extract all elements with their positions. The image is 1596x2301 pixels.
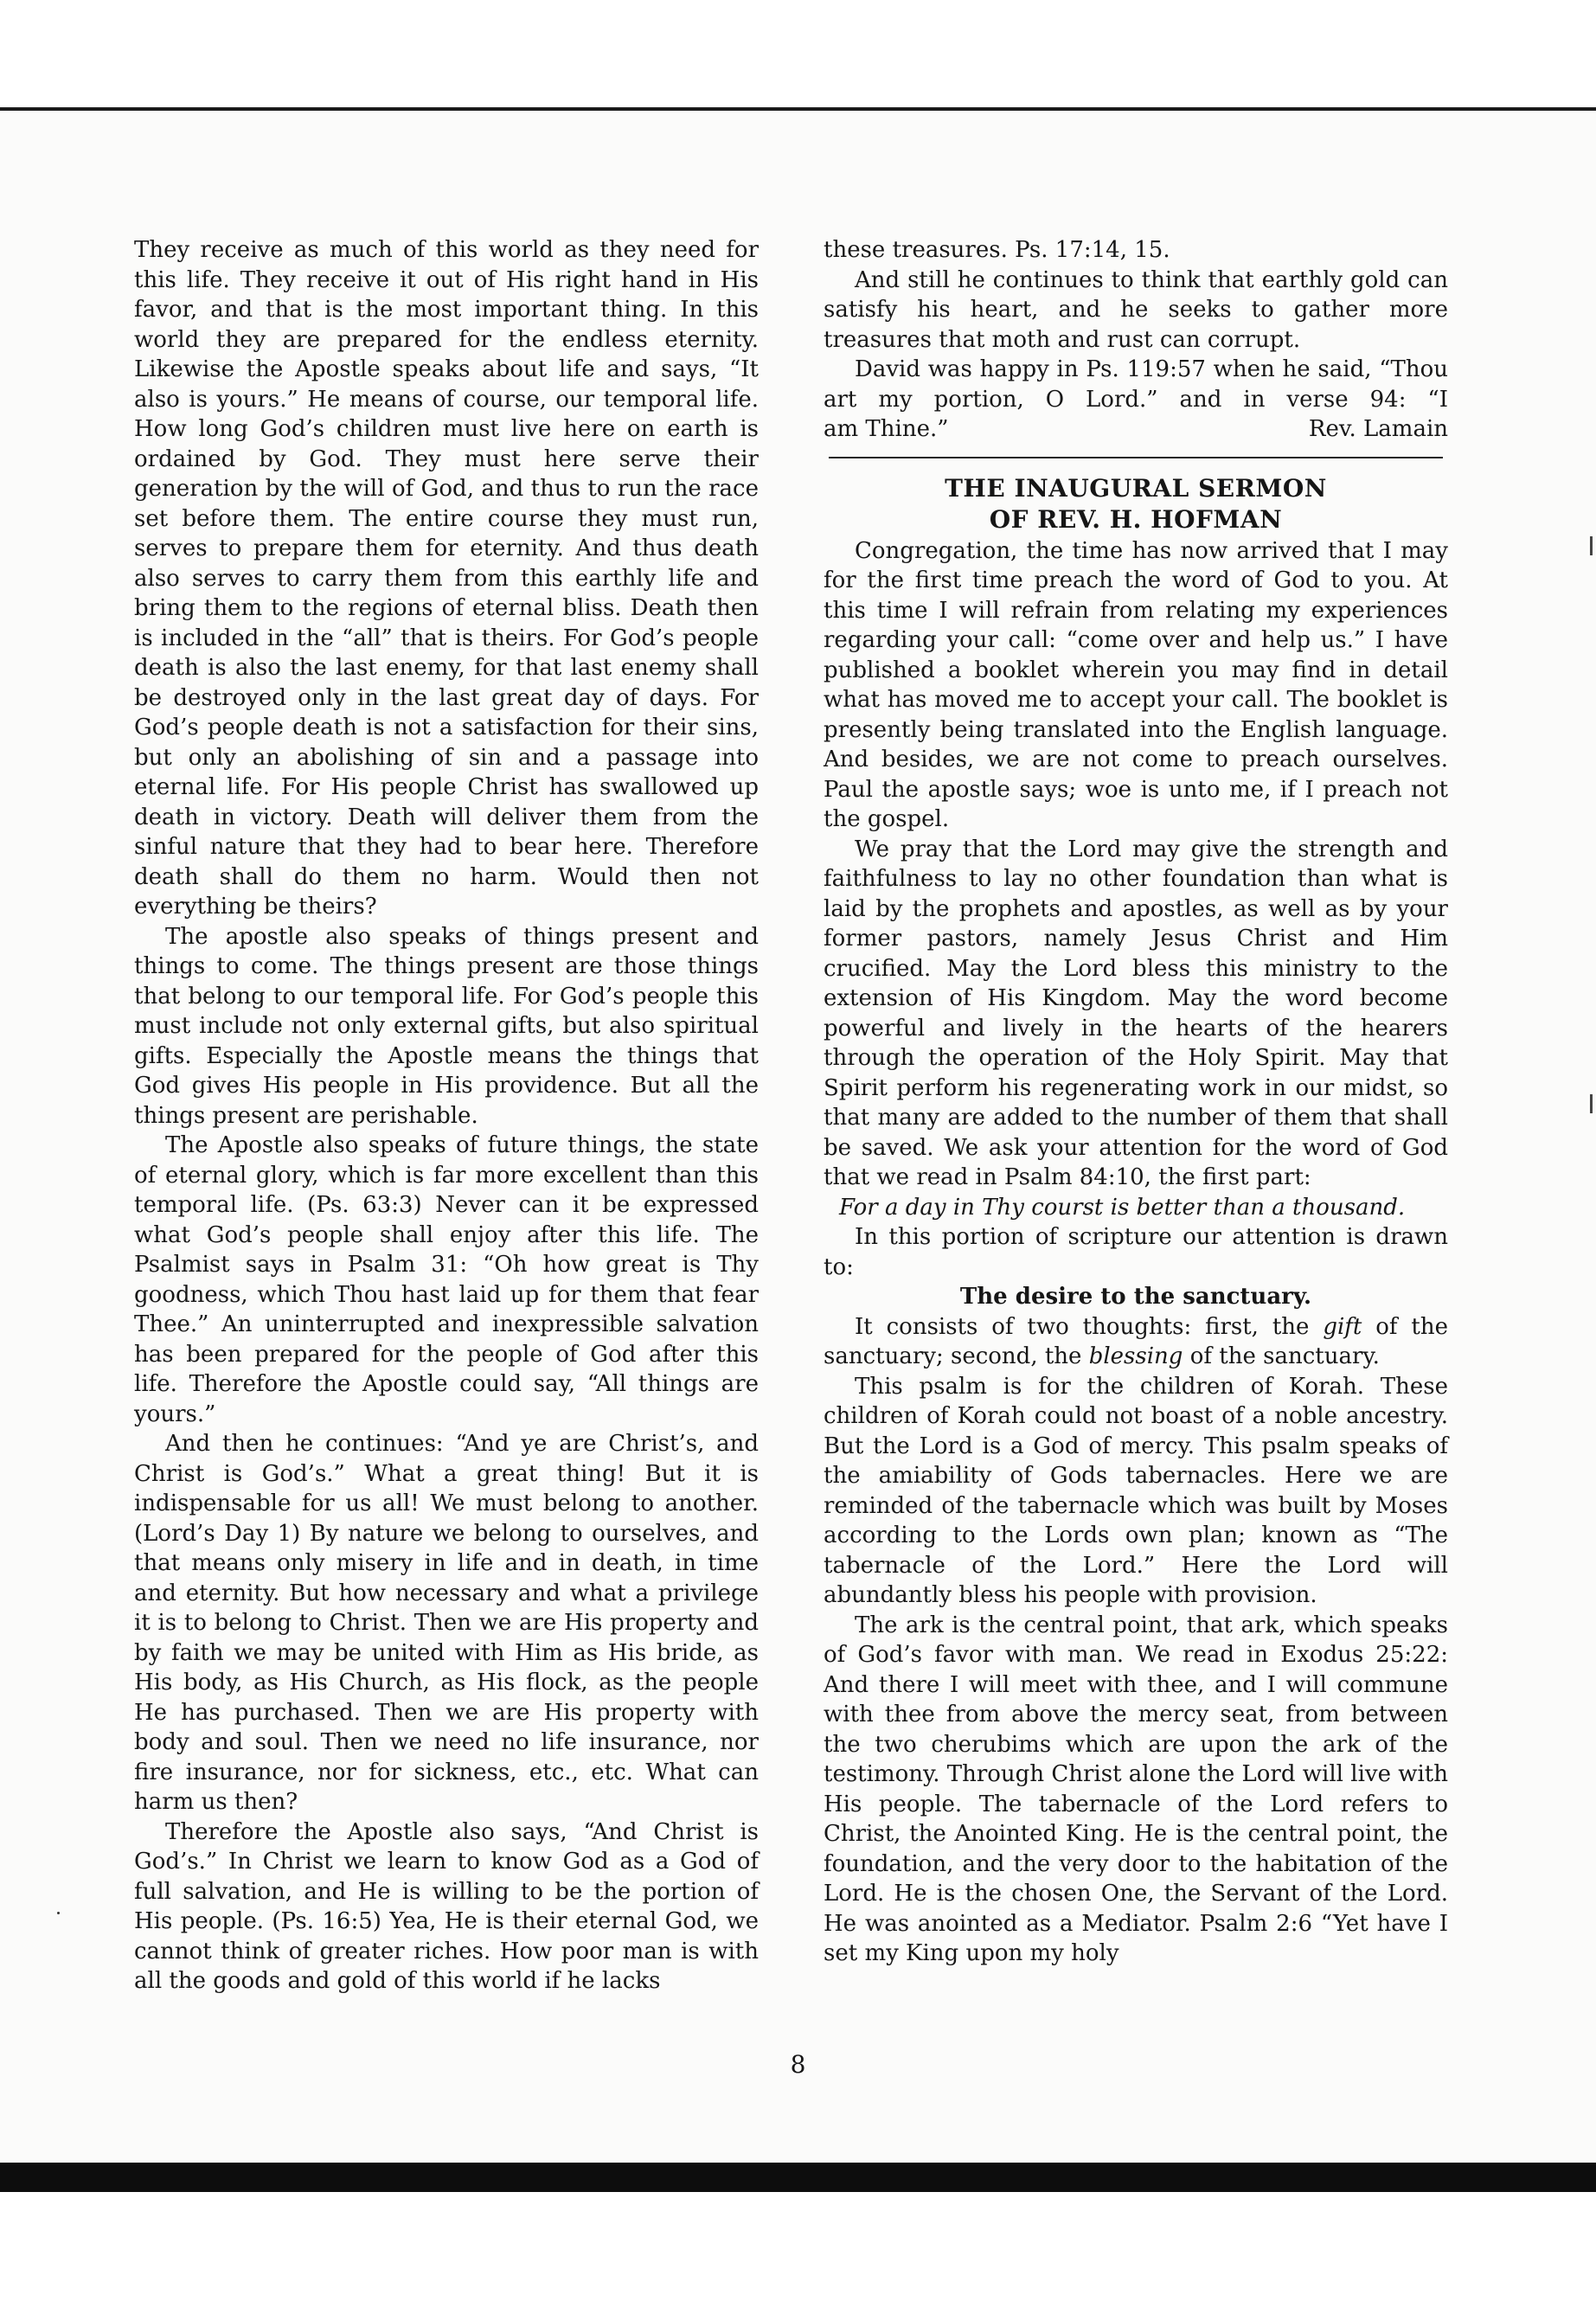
scan-top-edge xyxy=(0,107,1596,111)
thoughts-text-c: of the sanctuary. xyxy=(1189,1343,1380,1369)
left-paragraph-2: The apostle also speaks of things present and things to come. The things present are those things that belong to our temporal life. For God’s people this must include not only external gifts, but also spiritual gifts. Especially the Apostle means the things that God gives His people in His providence. But all the things present are perishable. xyxy=(134,923,759,1129)
thoughts-gift-emphasis: gift xyxy=(1323,1313,1362,1340)
right-paragraph-korah: This psalm is for the children of Korah. These children of Korah could not boast of a noble ancestry. But the Lord is a God of mercy. This psalm speaks of the amiability of Gods tabernacles. Here we are reminded of the tabernacle which was built by Moses according to the Lords own plan; known as “The tabernacle of the Lord.” Here the Lord will abundantly bless his people with provision. xyxy=(824,1373,1448,1608)
scan-speck xyxy=(57,1912,60,1914)
page-number: 8 xyxy=(790,2050,806,2079)
right-paragraph-gold: And still he continues to think that earthly gold can satisfy his heart, and he seeks to gather more treasures that moth and rust can corrupt. xyxy=(824,266,1448,353)
sermon-theme-heading: The desire to the sanctuary. xyxy=(959,1284,1312,1310)
section-divider xyxy=(829,457,1443,458)
thoughts-text-b: of the sanctuary; second, the xyxy=(824,1313,1449,1369)
sermon-title-line-2: OF REV. H. HOFMAN xyxy=(989,504,1283,534)
scripture-text: For a day in Thy courst is better than a thousand. xyxy=(839,1194,1406,1221)
left-paragraph-3: The Apostle also speaks of future things, the state of eternal glory, which is far more excellent than this temporal life. (Ps. 63:3) Never can it be expressed what God’s people shall enjoy after this life. The Psalmist says in Psalm 31: “Oh how great is Thy goodness, which Thou hast laid up for them that fear Thee.” An uninterrupted and inexpressible salvation has been prepared for the people of God after this life. Therefore the Apostle could say, “All things are yours.” xyxy=(134,1132,759,1427)
left-column xyxy=(134,235,759,1997)
sermon-title-line-1: THE INAUGURAL SERMON xyxy=(945,473,1327,503)
right-paragraph-congregation: Congregation, the time has now arrived that I may for the first time preach the word of God to you. At this time I will refrain from relating my experiences regarding your call: “come over and help us.” I have published a booklet wherein you may find in detail what has moved me to accept your call. The booklet is presently being translated into the English language. And besides, we are not come to preach ourselves. Paul the apostle says; woe is unto me, if I preach not the gospel. xyxy=(824,537,1448,832)
left-paragraph-5: Therefore the Apostle also says, “And Christ is God’s.” In Christ we learn to know God as a God of full salvation, and He is willing to be the portion of His people. (Ps. 16:5) Yea, He is their eternal God, we cannot think of greater riches. How poor man is with all the goods and gold of this world if he lacks xyxy=(134,1818,759,1994)
right-paragraph-ark: The ark is the central point, that ark, which speaks of God’s favor with man. We read in Exodus 25:22: And there I will meet with thee, and I will commune with thee from above the mercy seat, from between the two cherubims which are upon the ark of the testimony. Through Christ alone the Lord will live with His people. The tabernacle of the Lord refers to Christ, the Anointed King. He is the central point, the foundation, and the very door to the habitation of the Lord. He is the chosen One, the Servant of the Lord. He was anointed as a Mediator. Psalm 2:6 “Yet have I set my King upon my holy xyxy=(824,1612,1448,1966)
right-paragraph-david: David was happy in Ps. 119:57 when he said, “Thou art my portion, O Lord.” and in verse 94: “I xyxy=(824,356,1448,413)
thoughts-blessing-emphasis: blessing xyxy=(1088,1343,1183,1369)
left-paragraph-1: They receive as much of this world as they need for this life. They receive it out of His right hand in His favor, and that is the most important thing. In this world they are prepared for the endless eternity. Likewise the Apostle speaks about life and says, “It also is yours.” He means of course, our temporal life. How long God’s children must live here on earth is ordained by God. They must here serve their generation by the will of God, and thus to run the race set before them. The entire course they must run, serves to prepare them for eternity. And thus death also serves to carry them from this earthly life and bring them to the regions of eternal bliss. Death then is included in the “all” that is theirs. For God’s people death is also the last enemy, for that last enemy shall be destroyed only in the last great day of days. For God’s people death is not a satisfaction for their sins, but only an abolishing of sin and a passage into eternal life. For His people Christ has swallowed up death in victory. Death will deliver them from the sinful nature that they had to bear here. Therefore death shall do them no harm. Would then not everything be theirs? xyxy=(134,237,759,920)
right-column xyxy=(824,235,1448,1969)
left-paragraph-4: And then he continues: “And ye are Christ’s, and Christ is God’s.” What a great thing! But it is indispensable for us all! We must belong to another. (Lord’s Day 1) By nature we belong to ourselves, and that means only misery in life and in death, in time and eternity. But how necessary and what a privilege it is to belong to Christ. Then we are His property and by faith we may be united with Him as His bride, as His body, as His Church, as His flock, as the people He has purchased. Then we are His property with body and soul. Then we need no life insurance, nor fire insurance, nor for sickness, etc., etc. What can harm us then? xyxy=(134,1431,759,1815)
right-paragraph-david-end: am Thine.” xyxy=(824,416,949,442)
signoff-row xyxy=(824,414,1448,445)
scan-bottom-edge xyxy=(0,2163,1596,2192)
scan-margin-mark xyxy=(1590,536,1593,555)
right-paragraph-portion: In this portion of scripture our attention is drawn to: xyxy=(824,1224,1448,1280)
right-paragraph-thoughts xyxy=(824,1312,1448,1372)
right-paragraph-pray: We pray that the Lord may give the strength and faithfulness to lay no other foundation than what is laid by the prophets and apostles, as well as by your former pastors, namely Jesus Christ and Him crucified. May the Lord bless this ministry to the extension of His Kingdom. May the word become powerful and lively in the hearts of the hearers through the operation of the Holy Spirit. May that Spirit perform his regenerating work in our midst, so that many are added to the number of them that shall be saved. We ask your attention for the word of God that we read in Psalm 84:10, the first part: xyxy=(824,836,1448,1190)
continuation-line: these treasures. Ps. 17:14, 15. xyxy=(824,237,1170,263)
thoughts-text-a: It consists of two thoughts: first, the xyxy=(855,1313,1310,1340)
scan-margin-mark xyxy=(1590,1094,1593,1113)
author-signature: Rev. Lamain xyxy=(1308,416,1448,442)
